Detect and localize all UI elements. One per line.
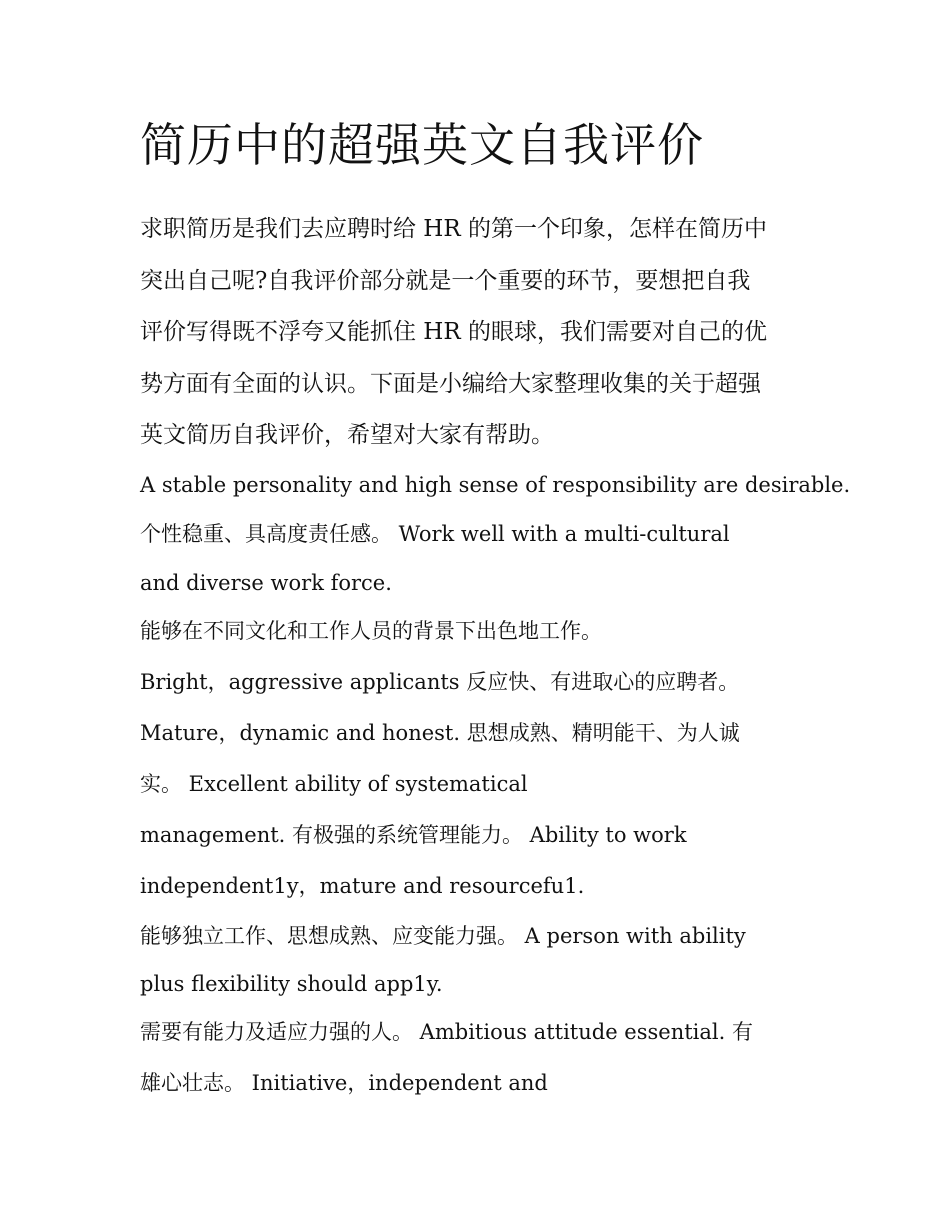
body-line: 实。 Excellent ability of systematical [140,771,528,796]
intro-line: 突出自己呢?自我评价部分就是一个重要的环节，要想把自我 [140,267,751,294]
document-page [140,110,851,1109]
intro-line: 英文简历自我评价，希望对大家有帮助。 [140,422,554,448]
body-line: independent1y，mature and resourcefu1. [140,873,585,898]
intro-paragraph [140,204,820,462]
body-line: 能够独立工作、思想成熟、应变能力强。 A person with ability [140,923,746,948]
intro-line: 求职简历是我们去应聘时给 HR 的第一个印象，怎样在简历中 [140,216,767,242]
body-line: A stable personality and high sense of responsibility are desirable. [140,472,851,497]
body-paragraphs [140,462,851,1109]
body-line: and diverse work force. [140,570,392,595]
body-line: 需要有能力及适应力强的人。 Ambitious attitude essential. 有 [140,1019,753,1044]
intro-line: 势方面有全面的认识。下面是小编给大家整理收集的关于超强 [140,370,761,397]
document-title: 简历中的超强英文自我评价 [140,118,704,172]
intro-line: 评价写得既不浮夸又能抓住 HR 的眼球，我们需要对自己的优 [140,319,767,345]
body-line: 雄心壮志。 Initiative，independent and [140,1070,548,1095]
body-line: Mature，dynamic and honest. 思想成熟、精明能干、为人诚 [140,720,740,745]
body-line: Bright，aggressive applicants 反应快、有进取心的应聘者。 [140,669,740,694]
body-line: management. 有极强的系统管理能力。 Ability to work [140,822,687,847]
body-line: 能够在不同文化和工作人员的背景下出色地工作。 [140,618,602,643]
body-line: 个性稳重、具高度责任感。 Work well with a multi-cultural [140,521,730,546]
body-line: plus flexibility should app1y. [140,971,443,996]
